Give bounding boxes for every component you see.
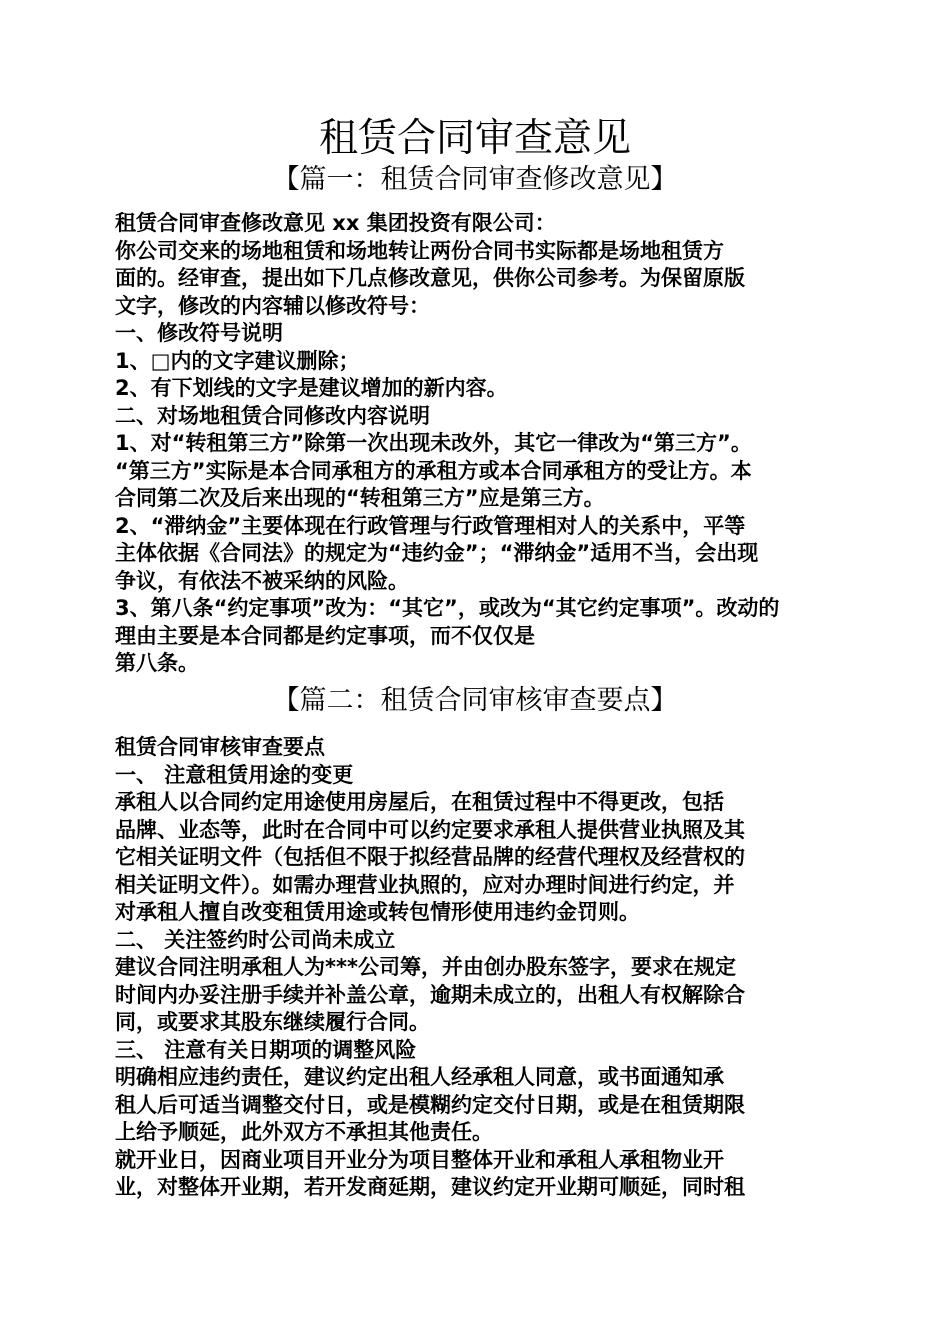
text-line: 3、第八条“约定事项”改为：“其它”，或改为“其它约定事项”。改动的 [115,596,780,620]
text-line: 主体依据《合同法》的规定为“违约金”；“滞纳金”适用不当，会出现 [115,541,759,565]
part1-body [115,210,855,678]
text-line: 三、 注意有关日期项的调整风险 [115,1037,417,1062]
text-line: 2、“滞纳金”主要体现在行政管理与行政管理相对人的关系中，平等 [115,513,746,538]
text-line: 对承租人擅自改变租赁用途或转包情形使用违约金罚则。 [115,900,640,924]
text-line: 1、□内的文字建议删除； [115,348,360,373]
text-line: 上给予顺延，此外双方不承担其他责任。 [115,1120,493,1144]
text-line: 相关证明文件）。如需办理营业执照的，应对办理时间进行约定，并 [115,872,735,897]
text-line: 争议，有依法不被采纳的风险。 [115,568,409,593]
text-line: “第三方”实际是本合同承租方的承租方或本合同承租方的受让方。本 [115,458,752,483]
document-title: 租赁合同审查意见 [318,116,631,161]
text-line: 租赁合同审查修改意见 xx 集团投资有限公司： [115,211,556,235]
text-line: 一、 注意租赁用途的变更 [115,762,354,787]
text-line: 承租人以合同约定用途使用房屋后，在租赁过程中不得更改，包括 [115,790,724,814]
text-line: 二、 关注签约时公司尚未成立 [115,927,396,952]
text-line: 合同第二次及后来出现的“转租第三方”应是第三方。 [115,486,605,510]
part2-body [115,734,855,1202]
text-line: 同，或要求其股东继续履行合同。 [115,1010,430,1034]
text-line: 业，对整体开业期，若开发商延期，建议约定开业期可顺延，同时租 [115,1175,745,1199]
text-line: 就开业日，因商业项目开业分为项目整体开业和承租人承租物业开 [115,1147,724,1172]
text-line: 第八条。 [115,651,199,675]
text-line: 你公司交来的场地租赁和场地转让两份合同书实际都是场地租赁方 [115,238,724,263]
text-line: 租人后可适当调整交付日，或是模糊约定交付日期，或是在租赁期限 [115,1092,745,1117]
text-line: 一、修改符号说明 [115,321,283,345]
text-line: 品牌、业态等，此时在合同中可以约定要求承租人提供营业执照及其 [115,817,745,842]
text-line: 1、对“转租第三方”除第一次出现未改外，其它一律改为“第三方”。 [115,431,752,455]
text-line: 建议合同注明承租人为***公司筹，并由创办股东签字，要求在规定 [115,955,736,979]
text-line: 2、有下划线的文字是建议增加的新内容。 [115,376,508,400]
part2-heading: 【篇二：租赁合同审核审查要点】 [272,685,678,716]
part1-heading: 【篇一：租赁合同审查修改意见】 [272,164,678,195]
text-line: 时间内办妥注册手续并补盖公章，逾期未成立的，出租人有权解除合 [115,982,745,1007]
text-line: 面的。经审查，提出如下几点修改意见，供你公司参考。为保留原版 [115,266,745,290]
text-line: 文字，修改的内容辅以修改符号： [115,293,430,318]
text-line: 理由主要是本合同都是约定事项，而不仅仅是 [115,623,535,648]
text-line: 租赁合同审核审查要点 [115,735,325,759]
text-line: 二、对场地租赁合同修改内容说明 [115,403,430,428]
text-line: 明确相应违约责任，建议约定出租人经承租人同意，或书面通知承 [115,1065,724,1089]
text-line: 它相关证明文件（包括但不限于拟经营品牌的经营代理权及经营权的 [115,845,745,869]
